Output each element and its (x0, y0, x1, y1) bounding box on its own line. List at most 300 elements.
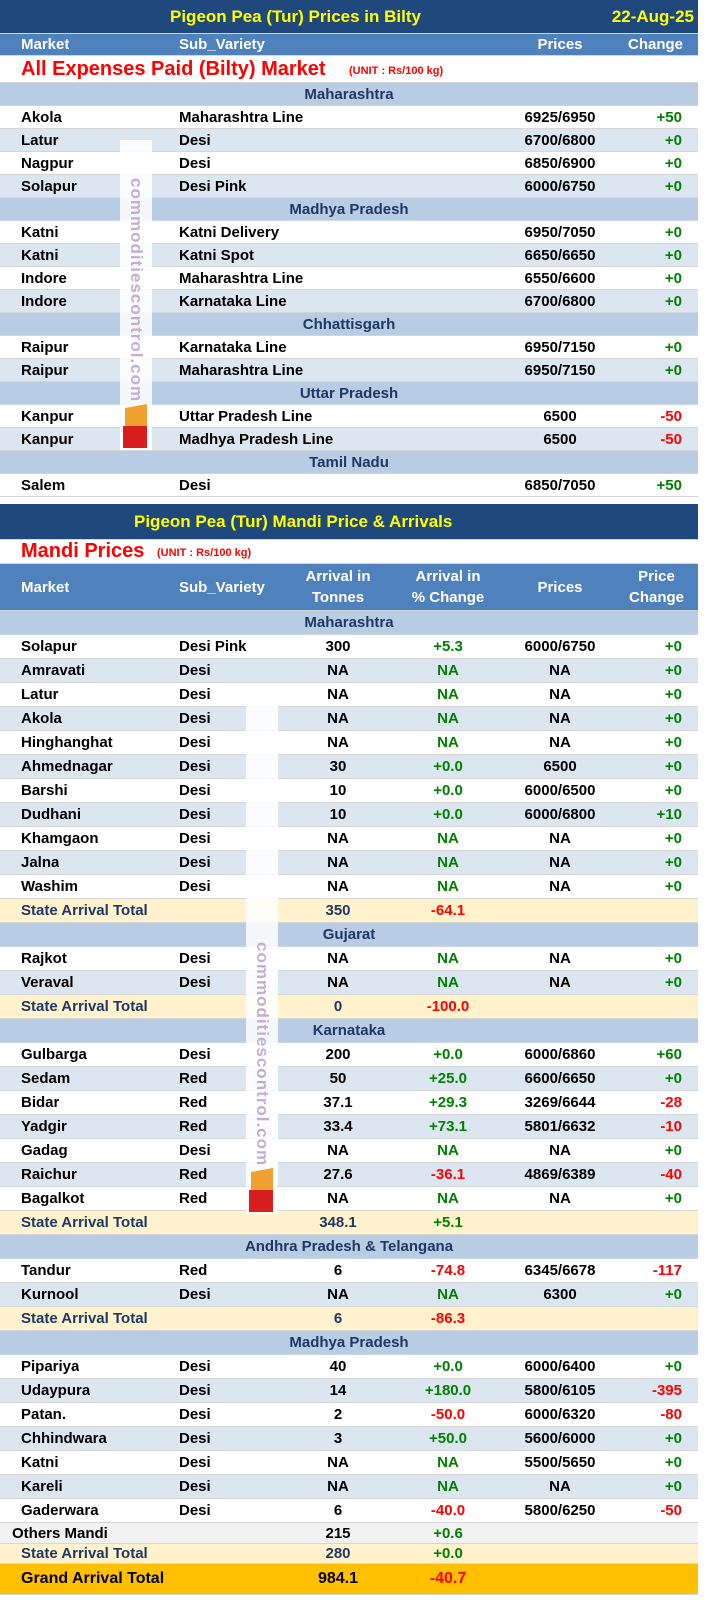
state-header (0, 313, 698, 336)
sub-variety: Desi (179, 1286, 211, 1303)
market-name: Barshi (21, 782, 68, 799)
mandi-section-heading: Mandi Prices (21, 540, 145, 562)
state-total-row (0, 899, 698, 923)
state-total-arrival: 6 (333, 1310, 343, 1327)
col-market: Market (21, 578, 70, 596)
price-value: 5801/6632 (524, 1118, 596, 1135)
bilty-section-title (0, 56, 698, 83)
sub-variety: Desi (179, 1046, 211, 1063)
col-prices: Prices (537, 578, 583, 596)
price-value: 6550/6600 (524, 269, 596, 287)
price-value: 6000/6860 (524, 1046, 596, 1063)
price-value: 6000/6500 (524, 782, 596, 799)
col-price-change-line1: Price (638, 568, 675, 585)
market-name: Katni (21, 1454, 59, 1471)
arrival-pct-value: +0.0 (433, 1046, 463, 1063)
state-total-label: State Arrival Total (21, 1310, 148, 1327)
arrival-pct-value: NA (437, 1454, 459, 1471)
arrival-pct-value: -74.8 (430, 1262, 466, 1279)
grand-total-arrival: 984.1 (317, 1570, 359, 1587)
sub-variety: Red (179, 1190, 208, 1207)
arrival-value: NA (327, 686, 349, 703)
market-name: Katni (21, 246, 59, 264)
market-name: Solapur (21, 177, 77, 195)
sub-variety: Desi (179, 950, 211, 967)
sub-variety: Desi (179, 476, 211, 494)
price-value: 6925/6950 (524, 108, 596, 126)
sub-variety: Red (179, 1262, 208, 1279)
table-row (0, 803, 698, 827)
state-name: Maharashtra (304, 614, 394, 631)
bilty-unit: (UNIT : Rs/100 kg) (349, 65, 444, 77)
price-value: NA (549, 1478, 571, 1495)
arrival-pct-value: NA (437, 662, 459, 679)
sub-variety: Desi (179, 131, 211, 149)
market-name: Latur (21, 131, 59, 149)
arrival-pct-value: NA (437, 950, 459, 967)
col-prices: Prices (537, 36, 583, 53)
sub-variety: Maharashtra Line (179, 269, 304, 287)
change-value: +0 (664, 662, 682, 679)
sub-variety: Uttar Pradesh Line (179, 407, 313, 425)
price-value: 5500/5650 (524, 1454, 596, 1471)
price-value: 6000/6400 (524, 1358, 596, 1375)
table-row (0, 1115, 698, 1139)
table-row (0, 683, 698, 707)
price-value: 6950/7150 (524, 361, 596, 379)
state-name: Tamil Nadu (309, 453, 389, 471)
state-total-row (0, 1307, 698, 1331)
mandi-title: Pigeon Pea (Tur) Mandi Price & Arrivals (134, 511, 453, 531)
state-name: Chhattisgarh (302, 315, 396, 333)
market-name: Hinghanghat (21, 734, 113, 751)
change-value: +0 (664, 1142, 682, 1159)
col-sub-variety: Sub_Variety (179, 36, 265, 53)
sub-variety: Desi (179, 782, 211, 799)
table-row (0, 267, 698, 290)
price-value: 4869/6389 (524, 1166, 596, 1183)
market-name: Akola (21, 108, 62, 126)
sub-variety: Karnataka Line (179, 292, 287, 310)
change-value: +0 (664, 782, 682, 799)
sub-variety: Desi (179, 806, 211, 823)
sub-variety: Karnataka Line (179, 338, 287, 356)
state-total-label: State Arrival Total (21, 1214, 148, 1231)
sub-variety: Desi (179, 830, 211, 847)
change-value: +0 (664, 878, 682, 895)
state-total-label: State Arrival Total (21, 1545, 148, 1562)
arrival-pct-value: NA (437, 710, 459, 727)
mandi-section-title (0, 540, 698, 564)
arrival-pct-value: -36.1 (430, 1166, 466, 1183)
col-arrival-pct (395, 566, 501, 608)
col-change: Change (628, 36, 684, 53)
arrival-value: NA (327, 1142, 349, 1159)
report-date: 22-Aug-25 (611, 6, 694, 26)
col-price-change (629, 566, 684, 608)
state-total-label: State Arrival Total (21, 902, 148, 919)
table-row (0, 779, 698, 803)
mandi-unit: (UNIT : Rs/100 kg) (157, 547, 252, 559)
price-value: 5800/6250 (524, 1502, 596, 1519)
sub-variety: Desi (179, 1430, 211, 1447)
market-name: Chhindwara (21, 1430, 107, 1447)
mandi-header-row (0, 564, 698, 611)
arrival-pct-value: +0.0 (433, 782, 463, 799)
market-name: Latur (21, 686, 59, 703)
arrival-pct-value: NA (437, 1286, 459, 1303)
table-row (0, 152, 698, 175)
arrival-value: NA (327, 854, 349, 871)
col-arrival-line2: Tonnes (311, 589, 365, 606)
table-row (0, 129, 698, 152)
market-name: Rajkot (21, 950, 67, 967)
table-row (0, 1355, 698, 1379)
table-row (0, 106, 698, 129)
table-row (0, 175, 698, 198)
sub-variety: Desi (179, 1406, 211, 1423)
sub-variety: Desi (179, 686, 211, 703)
sub-variety: Desi (179, 974, 211, 991)
state-name: Andhra Pradesh & Telangana (244, 1238, 454, 1255)
table-row (0, 1283, 698, 1307)
change-value: +0 (664, 830, 682, 847)
arrival-pct-value: -50.0 (430, 1406, 466, 1423)
sub-variety: Katni Spot (179, 246, 254, 264)
change-value: +0 (664, 686, 682, 703)
change-value: +0 (664, 1070, 682, 1087)
state-total-arrival: 280 (325, 1545, 351, 1562)
change-value: -80 (660, 1406, 682, 1423)
change-value: +0 (664, 177, 682, 195)
arrival-pct-value: +0.0 (433, 1358, 463, 1375)
change-value: +0 (664, 974, 682, 991)
sub-variety: Desi (179, 878, 211, 895)
arrival-value: 6 (333, 1502, 343, 1519)
arrival-pct-value: NA (437, 1478, 459, 1495)
sub-variety: Red (179, 1070, 208, 1087)
change-value: +0 (664, 950, 682, 967)
table-row (0, 1043, 698, 1067)
state-total-pct: -64.1 (430, 902, 466, 919)
state-header (0, 923, 698, 947)
market-name: Yadgir (21, 1118, 67, 1135)
market-name: Salem (21, 476, 66, 494)
market-name: Bagalkot (21, 1190, 85, 1207)
market-name: Ahmednagar (21, 758, 113, 775)
table-row (0, 221, 698, 244)
table-row (0, 1139, 698, 1163)
table-row (0, 1427, 698, 1451)
sub-variety: Katni Delivery (179, 223, 280, 241)
arrival-pct-value: +50.0 (429, 1430, 467, 1447)
table-row (0, 428, 698, 451)
arrival-pct-value: -40.0 (430, 1502, 466, 1519)
state-header (0, 611, 698, 635)
change-value: +10 (656, 806, 682, 823)
state-name: Madhya Pradesh (289, 1334, 409, 1351)
price-value: 6600/6650 (524, 1070, 596, 1087)
sub-variety: Desi (179, 1142, 211, 1159)
market-name: Indore (21, 269, 67, 287)
arrival-value: 37.1 (323, 1094, 353, 1111)
change-value: +0 (664, 1430, 682, 1447)
price-value: 6500 (543, 430, 577, 448)
price-value: NA (549, 854, 571, 871)
sub-variety: Red (179, 1094, 208, 1111)
arrival-pct-value: +73.1 (429, 1118, 467, 1135)
sub-variety: Red (179, 1166, 208, 1183)
market-name: Sedam (21, 1070, 71, 1087)
col-arrival-pct-line1: Arrival in (415, 568, 481, 585)
change-value: -28 (660, 1094, 682, 1111)
state-header (0, 1331, 698, 1355)
arrival-value: 40 (329, 1358, 347, 1375)
change-value: +0 (664, 361, 682, 379)
grand-total-pct: -40.7 (429, 1570, 467, 1587)
market-name: Kanpur (21, 407, 74, 425)
market-name: Raichur (21, 1166, 77, 1183)
arrival-value: 27.6 (323, 1166, 353, 1183)
market-name: Pipariya (21, 1358, 80, 1375)
table-row (0, 635, 698, 659)
price-value: 6500 (543, 758, 577, 775)
arrival-value: NA (327, 662, 349, 679)
market-name: Khamgaon (21, 830, 99, 847)
arrival-value: NA (327, 830, 349, 847)
state-total-label: State Arrival Total (21, 998, 148, 1015)
arrival-value: 3 (333, 1430, 343, 1447)
price-value: NA (549, 1190, 571, 1207)
arrival-value: NA (327, 878, 349, 895)
change-value: +0 (664, 1190, 682, 1207)
price-value: 6650/6650 (524, 246, 596, 264)
arrival-pct-value: NA (437, 686, 459, 703)
price-value: 6950/7150 (524, 338, 596, 356)
table-row (0, 244, 698, 267)
change-value: -10 (660, 1118, 682, 1135)
sub-variety: Desi (179, 662, 211, 679)
change-value: +0 (664, 1286, 682, 1303)
change-value: -40 (660, 1166, 682, 1183)
change-value: -117 (652, 1262, 682, 1279)
state-total-pct: +0.0 (433, 1545, 463, 1562)
col-price-change-line2: Change (628, 589, 684, 606)
change-value: -395 (651, 1382, 682, 1399)
table-row (0, 359, 698, 382)
state-total-pct: +5.1 (433, 1214, 463, 1231)
price-value: 5600/6000 (524, 1430, 596, 1447)
watermark-text: commoditiescontrol.com (127, 177, 146, 402)
price-value: NA (549, 950, 571, 967)
arrival-value: NA (327, 710, 349, 727)
market-name: Indore (21, 292, 67, 310)
table-row (0, 755, 698, 779)
table-row (0, 1499, 698, 1523)
arrival-pct-value: NA (437, 734, 459, 751)
state-name: Karnataka (312, 1022, 386, 1039)
arrival-value: NA (327, 1190, 349, 1207)
change-value: +0 (664, 1358, 682, 1375)
arrival-pct-value: +180.0 (424, 1382, 472, 1399)
arrival-pct-value: +25.0 (429, 1070, 467, 1087)
change-value: +0 (664, 638, 682, 655)
market-name: Udaypura (21, 1382, 91, 1399)
bilty-header-row (0, 34, 698, 56)
table-row (0, 1451, 698, 1475)
state-name: Uttar Pradesh (299, 384, 399, 402)
state-total-pct: -100.0 (426, 998, 470, 1015)
arrival-value: NA (327, 974, 349, 991)
state-header (0, 1235, 698, 1259)
sub-variety: Red (179, 1118, 208, 1135)
arrival-value: NA (327, 734, 349, 751)
table-row (0, 947, 698, 971)
change-value: +0 (664, 734, 682, 751)
arrival-value: 300 (325, 638, 351, 655)
market-name: Patan. (21, 1406, 67, 1423)
price-value: NA (549, 710, 571, 727)
market-name: Amravati (21, 662, 86, 679)
sub-variety: Desi Pink (179, 638, 247, 655)
arrival-pct-value: +29.3 (429, 1094, 467, 1111)
price-value: NA (549, 974, 571, 991)
table-row (0, 1091, 698, 1115)
arrival-value: 200 (325, 1046, 351, 1063)
market-name: Nagpur (21, 154, 74, 172)
state-total-arrival: 350 (325, 902, 351, 919)
table-row (0, 1187, 698, 1211)
price-value: 6700/6800 (524, 131, 596, 149)
price-value: NA (549, 662, 571, 679)
change-value: +50 (656, 476, 682, 494)
sub-variety: Madhya Pradesh Line (179, 430, 334, 448)
state-header (0, 382, 698, 405)
price-value: 6850/6900 (524, 154, 596, 172)
table-row (0, 1403, 698, 1427)
change-value: +0 (664, 223, 682, 241)
sub-variety: Desi (179, 1502, 211, 1519)
price-value: 5800/6105 (524, 1382, 596, 1399)
table-row (0, 1475, 698, 1499)
state-header (0, 1019, 698, 1043)
market-name: Katni (21, 223, 59, 241)
price-value: NA (549, 878, 571, 895)
market-name: Kareli (21, 1478, 63, 1495)
others-arrival: 215 (325, 1524, 351, 1542)
table-row (0, 474, 698, 497)
col-arrival-line1: Arrival in (305, 568, 371, 585)
arrival-pct-value: +5.3 (433, 638, 463, 655)
table-row (0, 731, 698, 755)
price-value: 3269/6644 (524, 1094, 596, 1111)
market-name: Washim (21, 878, 78, 895)
arrival-pct-value: +0.0 (433, 806, 463, 823)
state-total-row (0, 1211, 698, 1235)
state-name: Maharashtra (304, 85, 394, 103)
change-value: +0 (664, 1454, 682, 1471)
table-row (0, 851, 698, 875)
table-row (0, 707, 698, 731)
arrival-value: NA (327, 1286, 349, 1303)
arrival-value: 10 (329, 806, 347, 823)
table-row (0, 1379, 698, 1403)
arrival-pct-value: NA (437, 974, 459, 991)
change-value: -50 (660, 407, 682, 425)
sub-variety: Desi (179, 854, 211, 871)
table-row (0, 1163, 698, 1187)
state-total-row (0, 995, 698, 1019)
table-row (0, 1067, 698, 1091)
state-name: Gujarat (322, 926, 376, 943)
price-value: NA (549, 1142, 571, 1159)
price-value: 6950/7050 (524, 223, 596, 241)
price-value: NA (549, 830, 571, 847)
price-value: 6000/6800 (524, 806, 596, 823)
others-pct: +0.6 (433, 1524, 463, 1542)
sub-variety: Desi (179, 734, 211, 751)
state-name: Madhya Pradesh (289, 200, 409, 218)
arrival-pct-value: NA (437, 878, 459, 895)
change-value: +50 (656, 108, 682, 126)
sub-variety: Maharashtra Line (179, 108, 304, 126)
market-name: Veraval (21, 974, 74, 991)
market-name: Gulbarga (21, 1046, 87, 1063)
arrival-value: 14 (329, 1382, 347, 1399)
state-header (0, 198, 698, 221)
change-value: -50 (660, 430, 682, 448)
price-value: NA (549, 734, 571, 751)
sub-variety: Desi (179, 1358, 211, 1375)
grand-total-row (0, 1564, 698, 1595)
market-name: Raipur (21, 338, 69, 356)
price-value: 6000/6750 (524, 638, 596, 655)
price-value: 6300 (543, 1286, 577, 1303)
others-label: Others Mandi (12, 1524, 108, 1542)
table-row (0, 659, 698, 683)
market-name: Tandur (21, 1262, 71, 1279)
change-value: +0 (664, 854, 682, 871)
arrival-value: 30 (329, 758, 347, 775)
arrival-value: 2 (333, 1406, 343, 1423)
table-row (0, 1259, 698, 1283)
arrival-value: 10 (329, 782, 347, 799)
arrival-pct-value: NA (437, 854, 459, 871)
state-header (0, 451, 698, 474)
price-value: NA (549, 686, 571, 703)
grand-total-label: Grand Arrival Total (21, 1570, 165, 1587)
change-value: +60 (656, 1046, 682, 1063)
table-row (0, 971, 698, 995)
table-row (0, 405, 698, 428)
arrival-pct-value: NA (437, 1190, 459, 1207)
arrival-value: NA (327, 950, 349, 967)
change-value: +0 (664, 131, 682, 149)
price-value: 6345/6678 (524, 1262, 596, 1279)
sub-variety: Desi (179, 758, 211, 775)
market-name: Akola (21, 710, 62, 727)
bilty-title-bar (0, 0, 698, 34)
arrival-value: 33.4 (323, 1118, 353, 1135)
sub-variety: Desi (179, 154, 211, 172)
arrival-value: NA (327, 1454, 349, 1471)
price-value: 6850/7050 (524, 476, 596, 494)
state-total-arrival: 0 (333, 998, 343, 1015)
price-value: 6000/6320 (524, 1406, 596, 1423)
arrival-pct-value: +0.0 (433, 758, 463, 775)
change-value: +0 (664, 246, 682, 264)
sub-variety: Desi Pink (179, 177, 247, 195)
